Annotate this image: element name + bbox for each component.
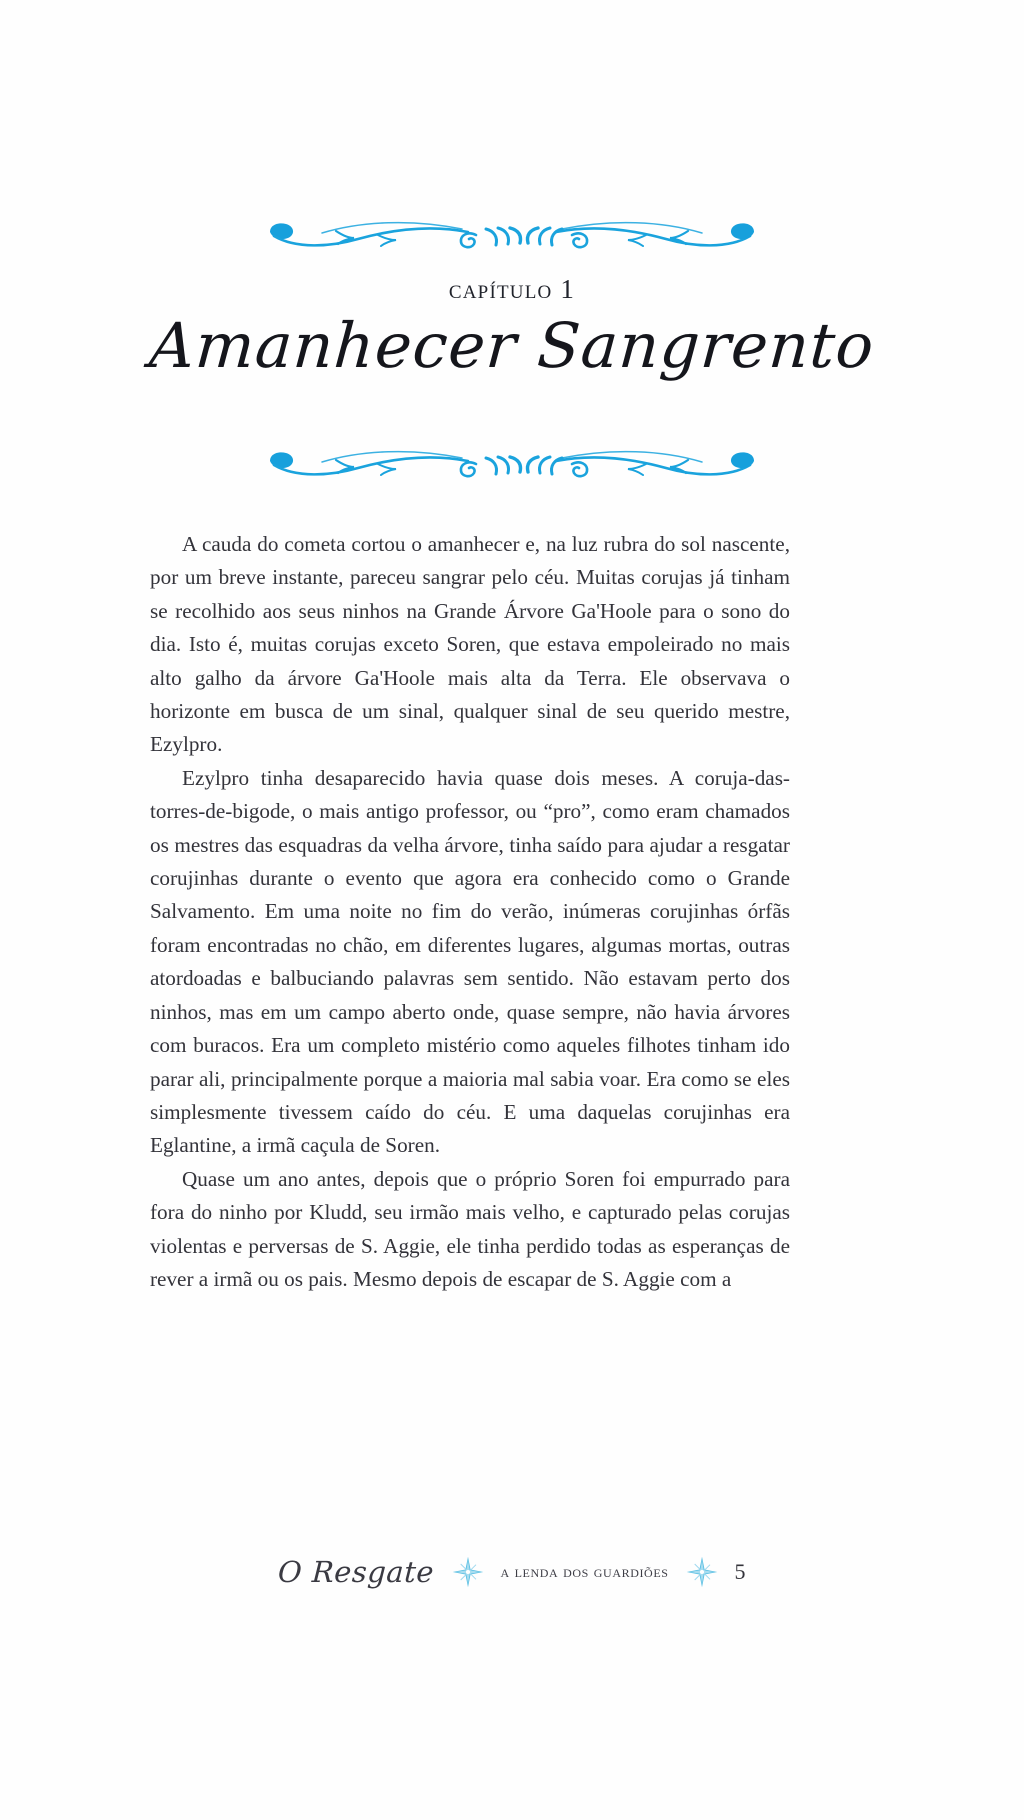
flourish-ornament-top xyxy=(262,205,762,257)
compass-star-icon xyxy=(451,1555,485,1589)
paragraph: A cauda do cometa cortou o amanhecer e, na luz rubra do sol nascente, por um breve instante, pareceu sangrar pelo céu. Muitas corujas já tinham se recolhido aos seus ninhos na Grande Árvore Ga'Hoole para o sono do dia. Isto é, muitas corujas exceto Soren, que estava empoleirado no mais alto galho da árvore Ga'Hoole mais alta da Terra. Ele observava o horizonte em busca de um sinal, qualquer sinal de seu querido mestre, Ezylpro. xyxy=(150,532,790,757)
page-number: 5 xyxy=(734,1559,746,1584)
flourish-ornament-bottom xyxy=(262,434,762,486)
chapter-heading xyxy=(0,205,1024,486)
body-text xyxy=(150,528,790,1296)
heading-spacer xyxy=(0,384,1024,430)
page-footer xyxy=(0,1555,1024,1589)
chapter-title: Amanhecer Sangrento xyxy=(147,308,877,382)
chapter-label: capítulo 1 xyxy=(448,274,576,304)
paragraph: Quase um ano antes, depois que o próprio Soren foi empurrado para fora do ninho por Kludd, seu irmão mais velho, e capturado pelas corujas violentas e perversas de S. Aggie, ele tinha perdido todas as esperanças de rever a irmã ou os pais. Mesmo depois de escapar de S. Aggie com a xyxy=(150,1166,790,1291)
paragraph: Ezylpro tinha desaparecido havia quase dois meses. A coruja-das-torres-de-bigode, o mais antigo professor, ou “pro”, como eram chamados os mestres das esquadras da velha árvore, tinha saído para ajudar a resgatar corujinhas durante o evento que agora era conhecido como o Grande Salvamento. Em uma noite no fim do verão, inúmeras corujinhas órfãs foram encontradas no chão, em diferentes lugares, algumas mortas, outras atordoadas e balbuciando palavras sem sentido. Não estavam perto dos ninhos, mas em um campo aberto onde, quase sempre, não havia árvores com buracos. Era um completo mistério como aqueles filhotes tinham ido parar ali, principalmente porque a maioria mal sabia voar. Era como se eles simplesmente tivessem caído do céu. E uma daquelas corujinhas era Eglantine, a irmã caçula de Soren. xyxy=(150,765,790,1158)
footer-book-title: O Resgate xyxy=(277,1555,436,1589)
footer-series-title: a lenda dos guardiões xyxy=(500,1562,669,1581)
compass-star-icon xyxy=(685,1555,719,1589)
